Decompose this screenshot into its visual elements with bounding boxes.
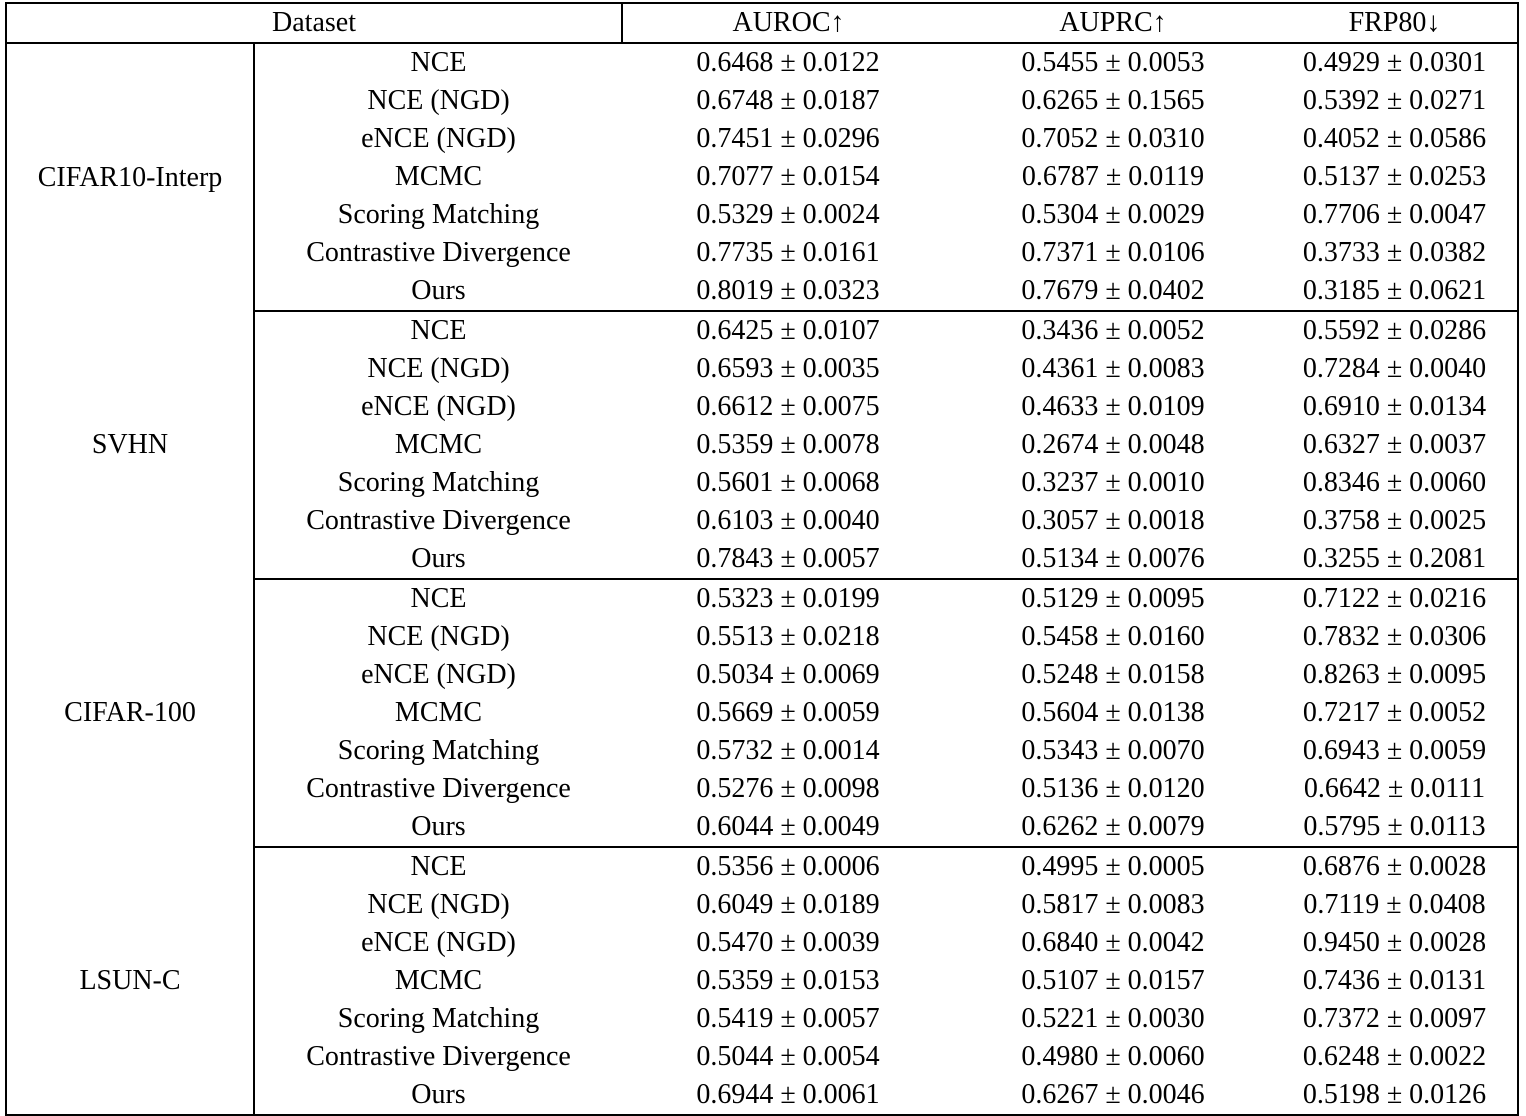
method-name-cell: Contrastive Divergence	[306, 237, 571, 268]
method-name-cell: eNCE (NGD)	[361, 123, 516, 154]
method-name-cell: NCE (NGD)	[367, 353, 510, 384]
table-row	[6, 43, 1518, 82]
dataset-name-cell: CIFAR10-Interp	[6, 43, 254, 311]
auprc-value-cell: 0.6267 ± 0.0046	[954, 1076, 1272, 1115]
frp80-value-cell: 0.5795 ± 0.0113	[1272, 808, 1518, 847]
frp80-value-cell: 0.6910 ± 0.0134	[1302, 391, 1487, 422]
auroc-value-cell: 0.6044 ± 0.0049	[622, 808, 954, 847]
frp80-value-cell: 0.7372 ± 0.0097	[1302, 1003, 1487, 1034]
frp80-value-cell: 0.7119 ± 0.0408	[1303, 889, 1486, 920]
auroc-value-cell: 0.5669 ± 0.0059	[696, 697, 880, 728]
auprc-value-cell: 0.5817 ± 0.0083	[1021, 889, 1205, 920]
auprc-value-cell: 0.7679 ± 0.0402	[954, 272, 1272, 311]
method-name-cell: NCE	[410, 583, 467, 614]
frp80-value-cell: 0.3758 ± 0.0025	[1302, 505, 1487, 536]
auprc-value-cell: 0.4980 ± 0.0060	[1021, 1041, 1205, 1072]
auroc-value-cell: 0.5732 ± 0.0014	[696, 735, 880, 766]
auprc-value-cell: 0.6262 ± 0.0079	[954, 808, 1272, 847]
auprc-value-cell: 0.3436 ± 0.0052	[1021, 315, 1205, 346]
frp80-value-cell: 0.5592 ± 0.0286	[1302, 315, 1487, 346]
auprc-value-cell: 0.5304 ± 0.0029	[1021, 199, 1205, 230]
auroc-value-cell: 0.6944 ± 0.0061	[622, 1076, 954, 1115]
auroc-value-cell: 0.5323 ± 0.0199	[696, 583, 880, 614]
auroc-value-cell: 0.5356 ± 0.0006	[696, 851, 880, 882]
auroc-value-cell: 0.5419 ± 0.0057	[696, 1003, 880, 1034]
auprc-value-cell: 0.6787 ± 0.0119	[1021, 161, 1205, 192]
auprc-value-cell: 0.6265 ± 0.1565	[1021, 85, 1205, 116]
frp80-value-cell: 0.7122 ± 0.0216	[1302, 583, 1487, 614]
auprc-value-cell: 0.5455 ± 0.0053	[1021, 47, 1205, 78]
results-table-container	[5, 2, 1517, 1108]
auprc-value-cell: 0.2674 ± 0.0048	[1021, 429, 1205, 460]
auroc-value-cell: 0.5034 ± 0.0069	[696, 659, 880, 690]
frp80-value-cell: 0.8346 ± 0.0060	[1302, 467, 1487, 498]
dataset-name-cell: CIFAR-100	[6, 579, 254, 847]
method-name-cell: Ours	[254, 1076, 622, 1115]
method-name-cell: NCE	[410, 315, 467, 346]
method-name-cell: eNCE (NGD)	[361, 927, 516, 958]
auprc-value-cell: 0.5458 ± 0.0160	[1021, 621, 1205, 652]
frp80-value-cell: 0.5392 ± 0.0271	[1302, 85, 1487, 116]
method-name-cell: MCMC	[394, 697, 483, 728]
header-row	[6, 3, 1518, 43]
frp80-value-cell: 0.3185 ± 0.0621	[1272, 272, 1518, 311]
method-name-cell: Ours	[254, 808, 622, 847]
auprc-value-cell: 0.6840 ± 0.0042	[1021, 927, 1205, 958]
auroc-value-cell: 0.6593 ± 0.0035	[696, 353, 880, 384]
dataset-name-cell: SVHN	[6, 311, 254, 579]
dataset-name-cell: LSUN-C	[6, 847, 254, 1115]
frp80-value-cell: 0.6248 ± 0.0022	[1302, 1041, 1487, 1072]
auprc-value-cell: 0.5221 ± 0.0030	[1021, 1003, 1205, 1034]
method-name-cell: NCE (NGD)	[367, 889, 510, 920]
auprc-value-cell: 0.4633 ± 0.0109	[1021, 391, 1205, 422]
method-name-cell: eNCE (NGD)	[361, 659, 516, 690]
frp80-value-cell: 0.5198 ± 0.0126	[1272, 1076, 1518, 1115]
method-name-cell: NCE (NGD)	[367, 621, 510, 652]
table-header	[6, 3, 1518, 43]
method-name-cell: Contrastive Divergence	[306, 773, 571, 804]
frp80-value-cell: 0.7436 ± 0.0131	[1302, 965, 1487, 996]
method-name-cell: MCMC	[394, 161, 483, 192]
method-name-cell: MCMC	[394, 965, 483, 996]
frp80-value-cell: 0.4929 ± 0.0301	[1302, 47, 1487, 78]
auroc-value-cell: 0.7735 ± 0.0161	[696, 237, 880, 268]
auroc-value-cell: 0.5359 ± 0.0078	[696, 429, 880, 460]
auroc-value-cell: 0.7077 ± 0.0154	[696, 161, 880, 192]
frp80-value-cell: 0.6327 ± 0.0037	[1302, 429, 1487, 460]
auroc-value-cell: 0.5359 ± 0.0153	[696, 965, 880, 996]
auroc-value-cell: 0.6612 ± 0.0075	[696, 391, 880, 422]
method-name-cell: Contrastive Divergence	[306, 505, 571, 536]
column-header-dataset: Dataset	[6, 3, 622, 43]
method-name-cell: eNCE (NGD)	[361, 391, 516, 422]
auprc-value-cell: 0.5248 ± 0.0158	[1021, 659, 1205, 690]
auroc-value-cell: 0.6103 ± 0.0040	[696, 505, 880, 536]
auroc-value-cell: 0.8019 ± 0.0323	[622, 272, 954, 311]
auprc-value-cell: 0.7371 ± 0.0106	[1021, 237, 1205, 268]
auprc-value-cell: 0.5136 ± 0.0120	[1021, 773, 1205, 804]
method-name-cell: Scoring Matching	[337, 199, 540, 230]
auprc-value-cell: 0.3057 ± 0.0018	[1021, 505, 1205, 536]
auroc-value-cell: 0.7843 ± 0.0057	[622, 540, 954, 579]
auprc-value-cell: 0.5129 ± 0.0095	[1021, 583, 1205, 614]
auprc-value-cell: 0.5134 ± 0.0076	[954, 540, 1272, 579]
method-name-cell: Ours	[254, 540, 622, 579]
auprc-value-cell: 0.3237 ± 0.0010	[1021, 467, 1205, 498]
column-header-auprc: AUPRC↑	[954, 3, 1272, 43]
frp80-value-cell: 0.7832 ± 0.0306	[1302, 621, 1487, 652]
column-header-auroc: AUROC↑	[622, 3, 954, 43]
frp80-value-cell: 0.7706 ± 0.0047	[1302, 199, 1487, 230]
frp80-value-cell: 0.9450 ± 0.0028	[1302, 927, 1487, 958]
auprc-value-cell: 0.5107 ± 0.0157	[1021, 965, 1205, 996]
method-name-cell: Ours	[254, 272, 622, 311]
method-name-cell: NCE	[410, 851, 467, 882]
table-body	[6, 43, 1518, 1115]
auroc-value-cell: 0.5601 ± 0.0068	[696, 467, 880, 498]
column-header-frp80: FRP80↓	[1272, 3, 1518, 43]
frp80-value-cell: 0.3733 ± 0.0382	[1302, 237, 1487, 268]
frp80-value-cell: 0.7284 ± 0.0040	[1302, 353, 1487, 384]
frp80-value-cell: 0.5137 ± 0.0253	[1302, 161, 1487, 192]
frp80-value-cell: 0.6876 ± 0.0028	[1302, 851, 1487, 882]
auroc-value-cell: 0.5276 ± 0.0098	[696, 773, 880, 804]
auroc-value-cell: 0.6425 ± 0.0107	[696, 315, 880, 346]
auroc-value-cell: 0.7451 ± 0.0296	[696, 123, 880, 154]
auprc-value-cell: 0.4361 ± 0.0083	[1021, 353, 1205, 384]
frp80-value-cell: 0.6943 ± 0.0059	[1302, 735, 1487, 766]
auprc-value-cell: 0.7052 ± 0.0310	[1021, 123, 1205, 154]
auroc-value-cell: 0.6748 ± 0.0187	[696, 85, 880, 116]
auroc-value-cell: 0.5513 ± 0.0218	[696, 621, 880, 652]
auprc-value-cell: 0.5343 ± 0.0070	[1021, 735, 1205, 766]
frp80-value-cell: 0.8263 ± 0.0095	[1302, 659, 1487, 690]
method-name-cell: Scoring Matching	[337, 1003, 540, 1034]
method-name-cell: MCMC	[394, 429, 483, 460]
auprc-value-cell: 0.5604 ± 0.0138	[1021, 697, 1205, 728]
frp80-value-cell: 0.3255 ± 0.2081	[1272, 540, 1518, 579]
auroc-value-cell: 0.5470 ± 0.0039	[696, 927, 880, 958]
method-name-cell: NCE (NGD)	[367, 85, 510, 116]
auroc-value-cell: 0.6468 ± 0.0122	[696, 47, 880, 78]
frp80-value-cell: 0.7217 ± 0.0052	[1302, 697, 1487, 728]
auroc-value-cell: 0.5044 ± 0.0054	[696, 1041, 880, 1072]
table-row	[6, 579, 1518, 618]
table-row	[6, 847, 1518, 886]
auprc-value-cell: 0.4995 ± 0.0005	[1021, 851, 1205, 882]
frp80-value-cell: 0.6642 ± 0.0111	[1303, 773, 1486, 804]
ood-detection-results-table	[5, 2, 1519, 1116]
method-name-cell: NCE	[410, 47, 467, 78]
auroc-value-cell: 0.6049 ± 0.0189	[696, 889, 880, 920]
frp80-value-cell: 0.4052 ± 0.0586	[1302, 123, 1487, 154]
method-name-cell: Contrastive Divergence	[306, 1041, 571, 1072]
method-name-cell: Scoring Matching	[337, 467, 540, 498]
table-row	[6, 311, 1518, 350]
auroc-value-cell: 0.5329 ± 0.0024	[696, 199, 880, 230]
method-name-cell: Scoring Matching	[337, 735, 540, 766]
